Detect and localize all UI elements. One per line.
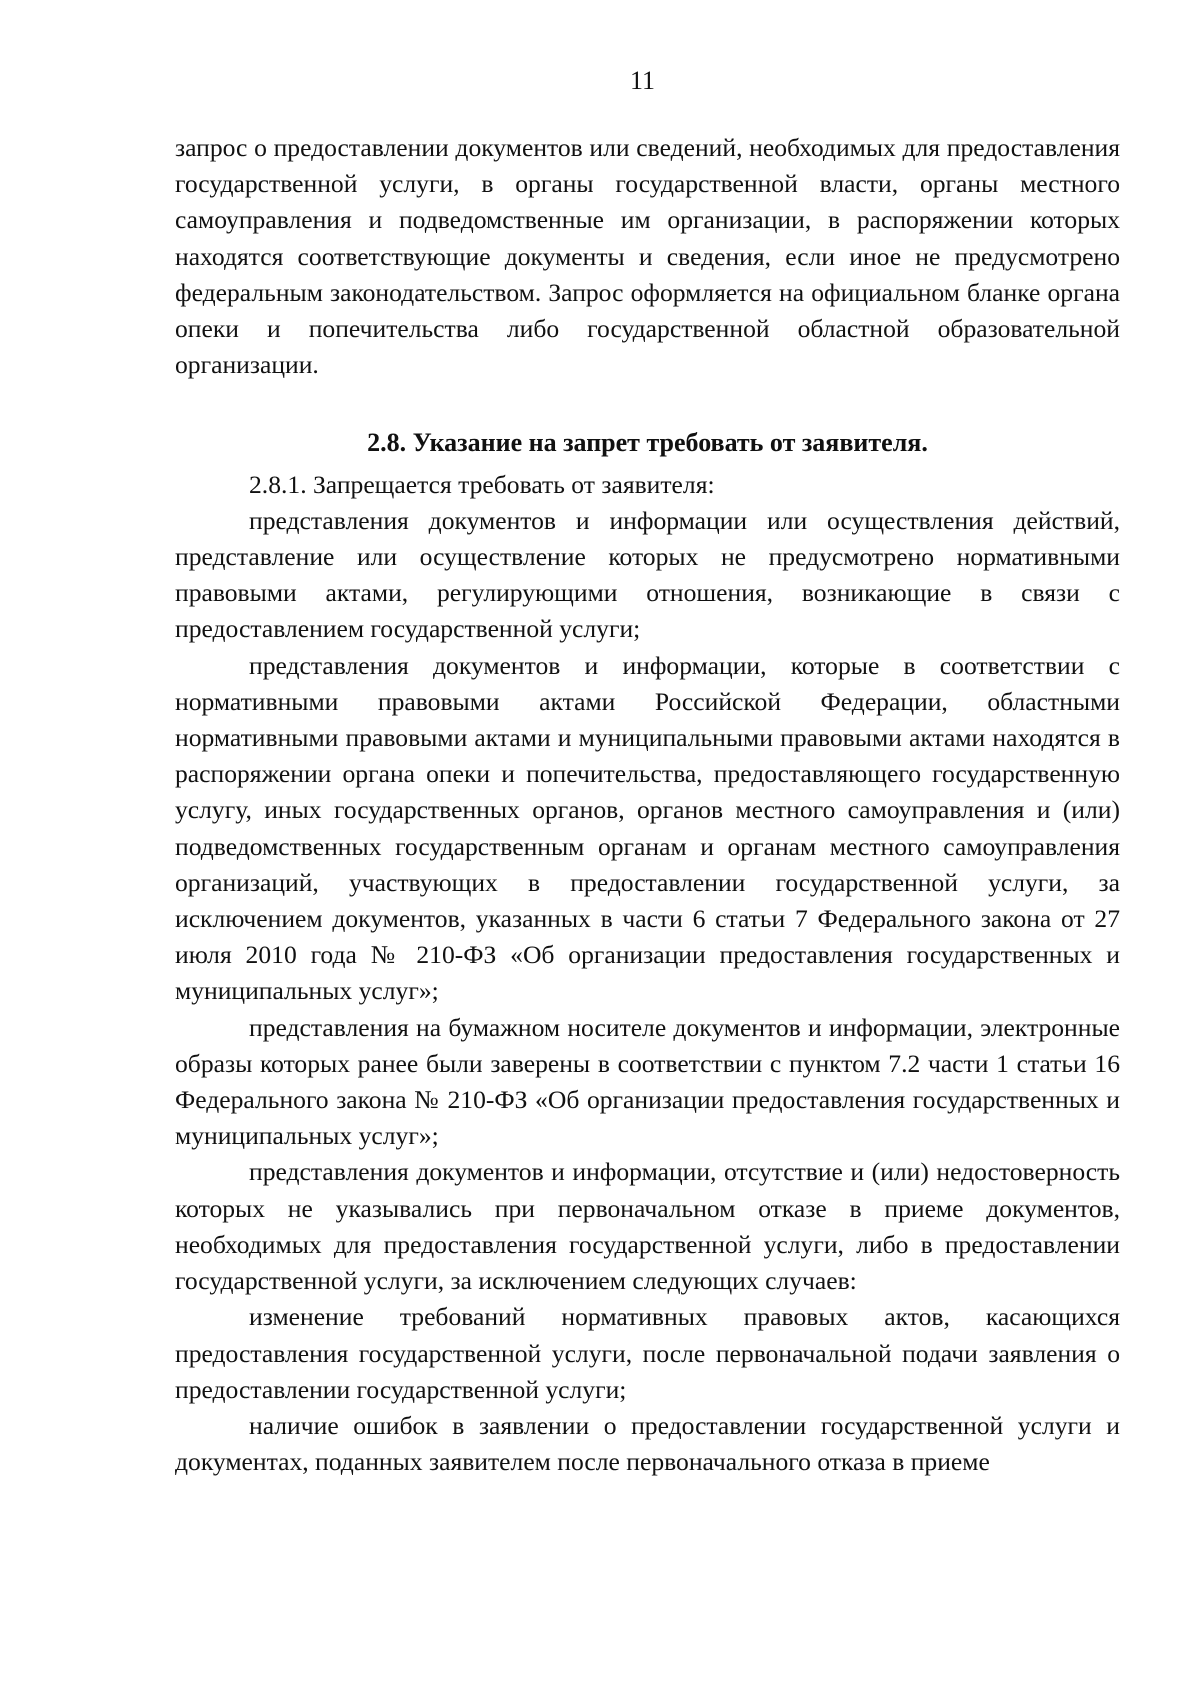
page-number: 11 — [629, 66, 656, 95]
paragraph-paper-documents: представления на бумажном носителе документов и информации, электронные образы которых ранее были заверены в соответствии с пунктом 7.2 части 1 статьи 16 Федерального закона № 210-ФЗ «Об организации предоставления государственных и муниципальных услуг»; — [175, 1012, 1120, 1151]
paragraph-2-8-1: 2.8.1. Запрещается требовать от заявителя: — [249, 469, 715, 499]
section-heading: 2.8. Указание на запрет требовать от заявителя. — [367, 428, 928, 458]
paragraph-documents-actions: представления документов и информации или осуществления действий, представление или осуществление которых не предусмотрено нормативными правовыми актами, регулирующими отношения, возникающие в связи с предоставлением государственной услуги; — [175, 505, 1120, 644]
paragraph-refusal-documents: представления документов и информации, отсутствие и (или) недостоверность которых не указывались при первоначальном отказе в приеме документов, необходимых для предоставления государственной услуги, либо в предоставлении государственной услуги, за исключением следующих случаев: — [175, 1157, 1120, 1296]
paragraph-requirement-changes: изменение требований нормативных правовых актов, касающихся предоставления государственной услуги, после первоначальной подачи заявления о предоставлении государственной услуги; — [175, 1302, 1120, 1404]
paragraph-documents-in-possession: представления документов и информации, которые в соответствии с нормативными правовыми актами Российской Федерации, областными нормативными правовыми актами и муниципальными правовыми актами находятся в распоряжении органа опеки и попечительства, предоставляющего государственную услугу, иных государственных органов, органов местного самоуправления и (или) подведомственных государственным органам и органам местного самоуправления организаций, участвующих в предоставлении государственной услуги, за исключением документов, указанных в части 6 статьи 7 Федерального закона от 27 июля 2010 года № 210-ФЗ «Об организации предоставления государственных и муниципальных услуг»; — [175, 650, 1120, 1006]
intro-paragraph: запрос о предоставлении документов или сведений, необходимых для предоставления государственной услуги, в органы государственной власти, органы местного самоуправления и подведомственные им организации, в распоряжении которых находятся соответствующие документы и сведения, если иное не предусмотрено федеральным законодательством. Запрос оформляется на официальном бланке органа опеки и попечительства либо государственной областной образовательной организации. — [175, 133, 1120, 380]
document-body — [175, 130, 1120, 1480]
paragraph-errors: наличие ошибок в заявлении о предоставлении государственной услуги и документах, поданных заявителем после первоначального отказа в приеме — [175, 1410, 1120, 1477]
